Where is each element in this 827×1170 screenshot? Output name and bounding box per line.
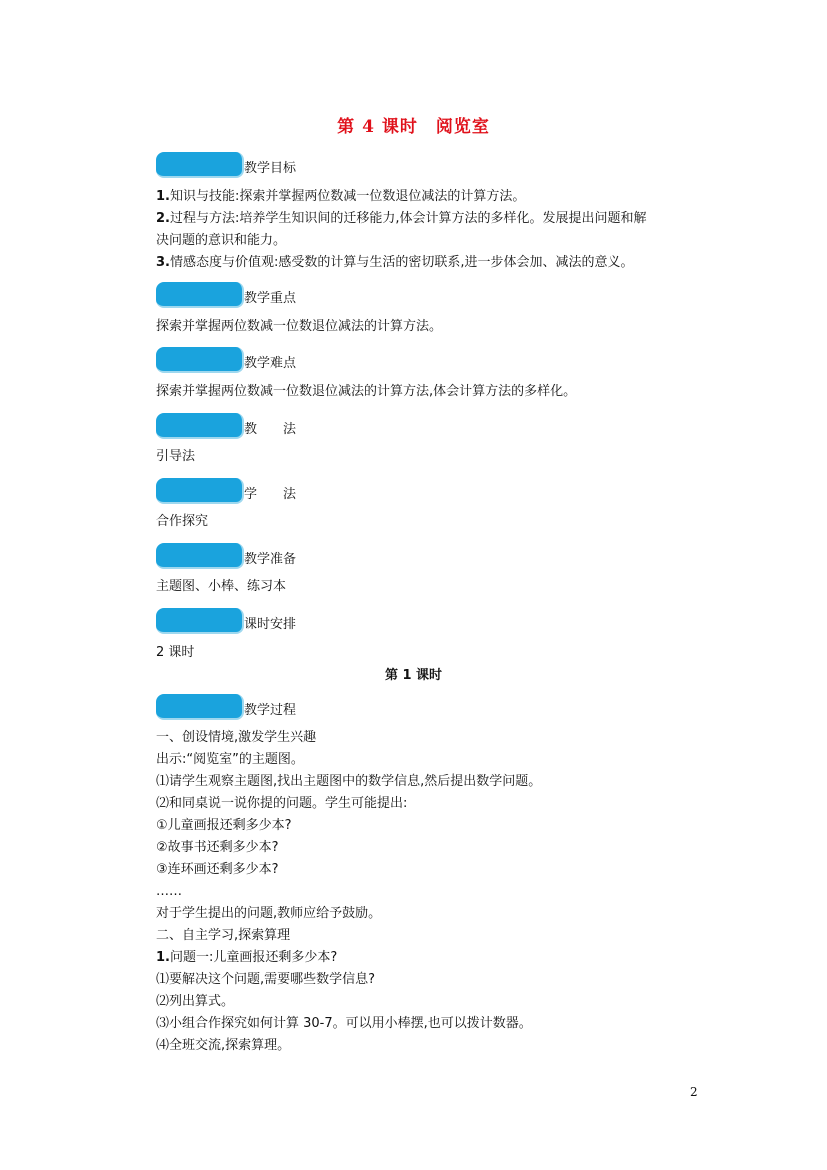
section-marker bbox=[156, 608, 244, 634]
lesson-title: 第 4 课时 阅览室 bbox=[337, 117, 490, 137]
process-line: 对于学生提出的问题,教师应给予鼓励。 bbox=[156, 906, 382, 921]
process-line: …… bbox=[156, 884, 182, 899]
prep-text: 主题图、小棒、练习本 bbox=[156, 579, 287, 594]
process-line: ①儿童画报还剩多少本? bbox=[156, 818, 292, 833]
section-label: 教学重点 bbox=[244, 291, 297, 306]
section-goals bbox=[156, 152, 456, 180]
goal-line: 1.知识与技能:探索并掌握两位数减一位数退位减法的计算方法。 bbox=[156, 189, 526, 204]
section-teach-method bbox=[156, 413, 456, 441]
process-line: 1.问题一:儿童画报还剩多少本? bbox=[156, 950, 338, 965]
section-label: 教学过程 bbox=[244, 703, 297, 718]
section-prep bbox=[156, 543, 456, 571]
process-line: ②故事书还剩多少本? bbox=[156, 840, 279, 855]
teach-method-text: 引导法 bbox=[156, 449, 196, 464]
process-line: ⑵和同桌说一说你提的问题。学生可能提出: bbox=[156, 796, 408, 811]
process-line: 二、自主学习,探索算理 bbox=[156, 928, 291, 943]
section-label: 学 法 bbox=[244, 487, 297, 502]
page-number: 2 bbox=[690, 1085, 698, 1099]
process-line: ③连环画还剩多少本? bbox=[156, 862, 279, 877]
schedule-text: 2 课时 bbox=[156, 645, 195, 660]
section-marker bbox=[156, 282, 244, 308]
section-marker bbox=[156, 152, 244, 178]
process-line: ⑴要解决这个问题,需要哪些数学信息? bbox=[156, 972, 376, 987]
section-difficult bbox=[156, 347, 456, 375]
section-process bbox=[156, 694, 456, 722]
process-line: ⑵列出算式。 bbox=[156, 994, 235, 1009]
process-line: ⑶小组合作探究如何计算 30-7。可以用小棒摆,也可以拨计数器。 bbox=[156, 1016, 532, 1031]
section-schedule bbox=[156, 608, 456, 636]
learn-method-text: 合作探究 bbox=[156, 514, 209, 529]
lesson-subtitle: 第 1 课时 bbox=[384, 668, 443, 683]
process-line: 出示:“阅览室”的主题图。 bbox=[156, 752, 304, 767]
section-marker bbox=[156, 478, 244, 504]
section-label: 教学难点 bbox=[244, 356, 297, 371]
difficult-text: 探索并掌握两位数减一位数退位减法的计算方法,体会计算方法的多样化。 bbox=[156, 384, 577, 399]
goal-line: 3.情感态度与价值观:感受数的计算与生活的密切联系,进一步体会加、减法的意义。 bbox=[156, 255, 634, 270]
section-marker bbox=[156, 413, 244, 439]
section-label: 教学准备 bbox=[244, 552, 297, 567]
section-marker bbox=[156, 694, 244, 720]
section-marker bbox=[156, 543, 244, 569]
goal-line: 2.过程与方法:培养学生知识间的迁移能力,体会计算方法的多样化。发展提出问题和解 bbox=[156, 211, 647, 226]
section-label: 教学目标 bbox=[244, 161, 297, 176]
process-line: ⑷全班交流,探索算理。 bbox=[156, 1038, 291, 1053]
section-label: 教 法 bbox=[244, 422, 297, 437]
section-marker bbox=[156, 347, 244, 373]
goal-line: 决问题的意识和能力。 bbox=[156, 233, 287, 248]
section-label: 课时安排 bbox=[244, 617, 297, 632]
key-text: 探索并掌握两位数减一位数退位减法的计算方法。 bbox=[156, 319, 443, 334]
section-learn-method bbox=[156, 478, 456, 506]
section-key bbox=[156, 282, 456, 310]
process-line: ⑴请学生观察主题图,找出主题图中的数学信息,然后提出数学问题。 bbox=[156, 774, 542, 789]
process-line: 一、创设情境,激发学生兴趣 bbox=[156, 730, 317, 745]
